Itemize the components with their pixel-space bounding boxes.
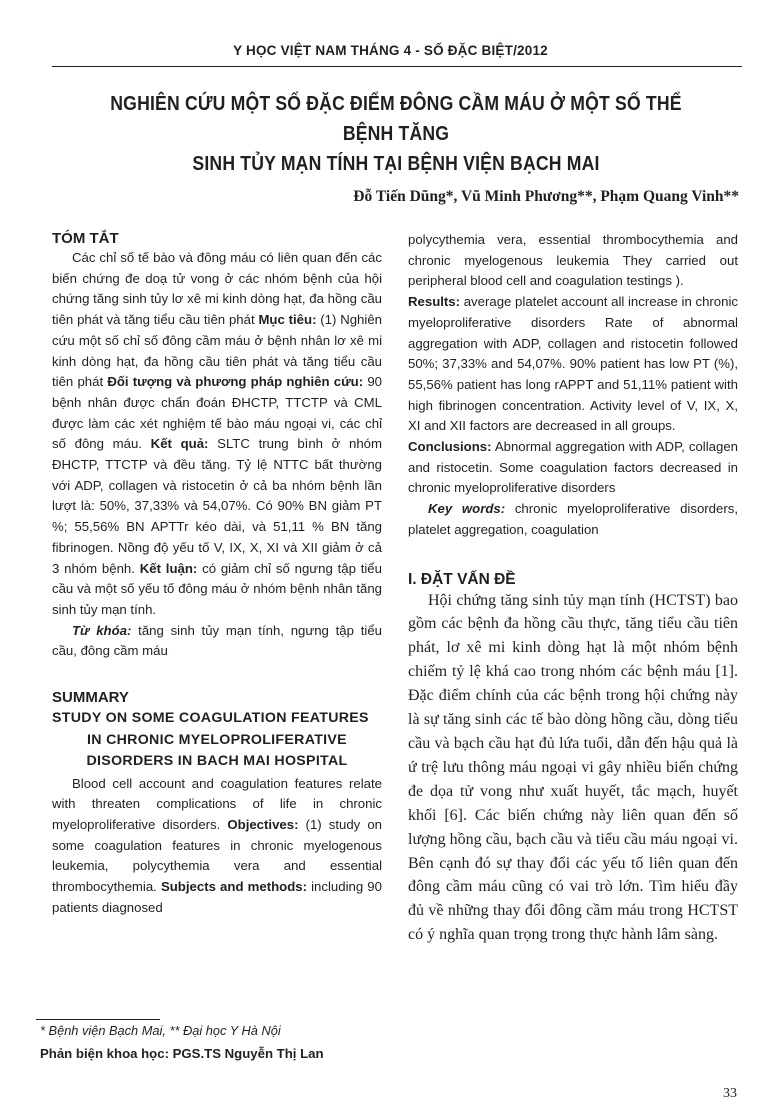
author-list: Đỗ Tiến Dũng*, Vũ Minh Phương**, Phạm Quang Vinh** — [353, 188, 739, 205]
label-subjects-en: Subjects and methods: — [160, 879, 307, 895]
summary-title-line-1: STUDY ON SOME COAGULATION FEATURES — [52, 710, 369, 727]
summary-heading: SUMMARY — [52, 689, 129, 707]
peer-reviewer-note: Phản biện khoa học: PGS.TS Nguyễn Thị Lan — [40, 1046, 324, 1061]
footnote-rule — [36, 1019, 160, 1020]
keywords-text-vi: tăng sinh tủy mạn tính, ngưng tập tiểu cầu, đông cầm máu — [52, 622, 382, 659]
page-number: 33 — [723, 1086, 737, 1101]
abstract-text: Các chỉ số tế bào và đông máu có liên quan đến các biến chứng đe doạ tử vong ở các nhóm bệnh của hội chứng tăng sinh tủy lơ xê mi kinh dòng hạt, đa hồng cầu tiên phát và tăng tiểu cầu tiên phát — [52, 250, 382, 328]
left-column — [52, 230, 382, 918]
summary-title-line-2: IN CHRONIC MYELOPROLIFERATIVE — [87, 731, 347, 748]
label-results: Kết quả: — [150, 436, 209, 452]
summary-text: average platelet account all increase in chronic myeloproliferative disorders Rate of abnormal aggregation with ADP, collagen and ristocetin followed 50%; 37,33% and 54,07%. 90% patient has low PT (%), 55,56% patient has long rAPPT and 51,11% patient with high fibrinogen concentration. Activity level of V, IX, X, XI and XII factors are decreased in all groups. — [408, 294, 738, 434]
summary-title — [52, 708, 382, 773]
keywords-text-en: chronic myeloproliferative disorders, platelet aggregation, coagulation — [408, 501, 738, 537]
title-line-2: SINH TỦY MẠN TÍNH TẠI BỆNH VIỆN BẠCH MAI — [192, 152, 600, 175]
summary-text: (1) study on some coagulation features in chronic myelogenous leukemia, polycythemia vera and essential thrombocythemia. — [52, 816, 382, 895]
label-methods: Đối tượng và phương pháp nghiên cứu: — [107, 374, 364, 390]
keywords-vi — [52, 621, 382, 662]
introduction-paragraph: Hội chứng tăng sinh tủy mạn tính (HCTST) bao gồm các bệnh đa hồng cầu thực, tăng tiểu cầu tiên phát, lơ xê mi kinh dòng hạt là một nhóm bệnh chiếm tỷ lệ khá cao trong nhóm các bệnh máu [1]. Đặc điểm chính của các bệnh trong hội chứng này là sự tăng sinh các tế bào dòng hồng cầu, dòng tiểu cầu và bạch cầu hạt đủ lứa tuổi, dẫn đến hậu quả là ứ trệ lưu thông máu ngoại vi gây nhiều biến chứng đe dọa tử vong như xuất huyết, tắc mạch, huyết khối [6]. Các biến chứng này liên quan đến số lượng hồng cầu, bạch cầu và tiểu cầu máu ngoại vi. Bên cạnh đó sự thay đổi các yếu tố liên quan đến đông cầm máu cũng có vai trò lớn. Tìm hiểu đầy đủ về những thay đổi đông cầm máu trong HCTST có ý nghĩa quan trọng trong thực hành lâm sàng. — [408, 591, 738, 944]
summary-text: Blood cell account and coagulation features relate with threaten complications of life in chronic myeloproliferative disorders. — [52, 775, 382, 832]
abstract-heading-vi: TÓM TẮT — [52, 230, 119, 247]
abstract-text: SLTC trung bình ở nhóm ĐHCTP, TTCTP và đều tăng. Tỷ lệ NTTC bất thường với ADP, collagen và ristocetin ở cả ba nhóm bệnh lần lượt là: 50%, 37,33% và 54,07%. Có 90% BN giảm PT %; 55,56% BN APTTr kéo dài, và 51,11 % BN tăng fibrinogen. Nồng độ yếu tố V, IX, X, XI và XII giảm ở cả 3 nhóm bệnh. — [52, 436, 383, 576]
summary-conclusions — [408, 437, 738, 499]
summary-paragraph-part2: polycythemia vera, essential thrombocythemia and chronic myelogenous leukemia They carried out peripheral blood cell and coagulation testings ). — [408, 232, 738, 289]
affiliation-footnote: * Bệnh viện Bạch Mai, ** Đại học Y Hà Nội — [40, 1023, 281, 1038]
keywords-label-en: Key words: — [428, 501, 506, 517]
summary-text: including 90 patients diagnosed — [52, 879, 382, 915]
summary-paragraph-part1 — [52, 774, 382, 919]
article-title — [90, 89, 702, 179]
right-column — [408, 230, 738, 947]
label-objectives-en: Objectives: — [227, 816, 299, 832]
label-objective: Mục tiêu: — [258, 312, 317, 328]
summary-results — [408, 292, 738, 437]
abstract-paragraph-vi — [52, 248, 382, 621]
abstract-text: có giảm chỉ số ngưng tập tiểu cầu và một số yếu tố đông máu ở nhóm bệnh nhân tăng sinh tủy mạn tính. — [52, 560, 382, 617]
header-rule — [52, 66, 742, 67]
keywords-label-vi: Từ khóa: — [72, 622, 132, 638]
abstract-text: 90 bệnh nhân được chẩn đoán ĐHCTP, TTCTP và CML được làm các xét nghiệm tế bào máu ngoại vi, các chỉ số đông máu. — [52, 374, 382, 452]
summary-text: Abnormal aggregation with ADP, collagen and ristocetin. Some coagulation factors decreased in chronic myeloproliferative disorders — [408, 439, 738, 496]
summary-title-line-3: DISORDERS IN BACH MAI HOSPITAL — [86, 753, 348, 770]
keywords-en — [408, 499, 738, 540]
label-conclusion: Kết luận: — [139, 560, 198, 576]
label-results-en: Results: — [408, 294, 461, 310]
title-line-1: NGHIÊN CỨU MỘT SỐ ĐẶC ĐIỂM ĐÔNG CẦM MÁU Ở MỘT SỐ THỂ BỆNH TĂNG — [110, 92, 682, 145]
running-header: Y HỌC VIỆT NAM THÁNG 4 - SỐ ĐẶC BIỆT/2012 — [233, 43, 548, 58]
abstract-text: (1) Nghiên cứu một số chỉ số đông cầm máu ở bệnh nhân lơ xê mi kinh dòng hạt, đa hồng cầu tiên phát và tăng tiểu cầu tiên phát — [52, 312, 382, 390]
section-heading-introduction: I. ĐẶT VẤN ĐỀ — [408, 570, 516, 588]
label-conclusions-en: Conclusions: — [408, 439, 492, 455]
